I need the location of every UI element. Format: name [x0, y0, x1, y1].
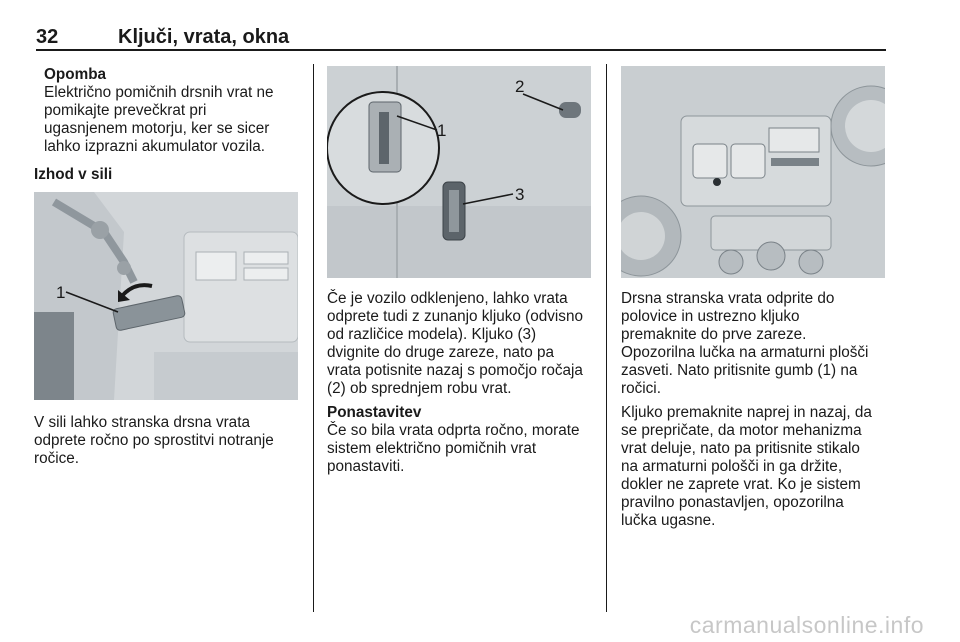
body-line: (2) ob sprednjem robu vrat. — [327, 380, 512, 397]
note-line: Električno pomičnih drsnih vrat ne — [44, 84, 274, 101]
body-line: dokler ne zaprete vrat. Ko je sistem — [621, 476, 861, 493]
page-header — [36, 22, 886, 52]
body-line: vrata potisnite nazaj s pomočjo ročaja — [327, 362, 583, 379]
body-line: vrat deluje, nato pa pritisnite stikalo — [621, 440, 860, 457]
body-line: ročici. — [621, 380, 661, 397]
body-line: Drsna stranska vrata odprite do — [621, 290, 835, 307]
section-heading-emergency-exit: Izhod v sili — [34, 166, 113, 183]
body-line: Če so bila vrata odprta ročno, morate — [327, 422, 580, 439]
figure-callout-1: 1 — [56, 283, 66, 302]
section-heading-reset: Ponastavitev — [327, 404, 422, 421]
body-line: Če je vozilo odklenjeno, lahko vrata — [327, 290, 568, 307]
body-line: se prepričate, da motor mehanizma — [621, 422, 862, 439]
handle-text — [327, 290, 599, 398]
note-line: ugasnjenem motorju, ker se sicer — [44, 120, 270, 137]
page-number: 32 — [36, 26, 59, 48]
body-line: sistem električno pomičnih vrat — [327, 440, 537, 457]
figure-dashboard — [621, 66, 885, 278]
body-line: polovice in ustrezno kljuko — [621, 308, 800, 325]
body-line: zasveti. Nato pritisnite gumb (1) na — [621, 362, 858, 379]
body-line: lučka ugasne. — [621, 512, 716, 529]
column-divider-2 — [606, 64, 607, 612]
note-line: lahko izprazni akumulator vozila. — [44, 138, 266, 155]
body-line: dvignite do druge zareze, nato pa — [327, 344, 555, 361]
figure-emergency-release — [34, 192, 298, 400]
body-line: premaknite do prve zareze. — [621, 326, 807, 343]
body-line: od različice modela). Kljuko (3) — [327, 326, 537, 343]
body-line: V sili lahko stranska drsna vrata — [34, 414, 250, 431]
column-divider-1 — [313, 64, 314, 612]
note-line: pomikajte prevečkrat pri — [44, 102, 207, 119]
body-line: ročice. — [34, 450, 80, 467]
note-block — [44, 66, 306, 156]
watermark: carmanualsonline.info — [689, 612, 924, 638]
body-line: Kljuko premaknite naprej in nazaj, da — [621, 404, 872, 421]
body-line: Opozorilna lučka na armaturni plošči — [621, 344, 869, 361]
body-line: ponastaviti. — [327, 458, 405, 475]
reset-block — [327, 404, 599, 476]
body-line: na armaturni pološči in ga držite, — [621, 458, 843, 475]
body-line: pravilno ponastavljen, opozorilna — [621, 494, 844, 511]
header-rule — [36, 49, 886, 51]
figure-callout-1: 1 — [437, 121, 447, 140]
emergency-text — [34, 414, 304, 468]
note-heading: Opomba — [44, 66, 107, 83]
reset-text-p2 — [621, 404, 893, 530]
body-line: odprete ročno po sprostitvi notranje — [34, 432, 274, 449]
figure-door-handles — [327, 66, 591, 278]
reset-text-p1 — [621, 290, 893, 398]
figure-callout-3: 3 — [515, 185, 525, 204]
chapter-title: Ključi, vrata, okna — [118, 26, 290, 48]
body-line: odprete tudi z zunanjo kljuko (odvisno — [327, 308, 583, 325]
figure-callout-2: 2 — [515, 77, 525, 96]
